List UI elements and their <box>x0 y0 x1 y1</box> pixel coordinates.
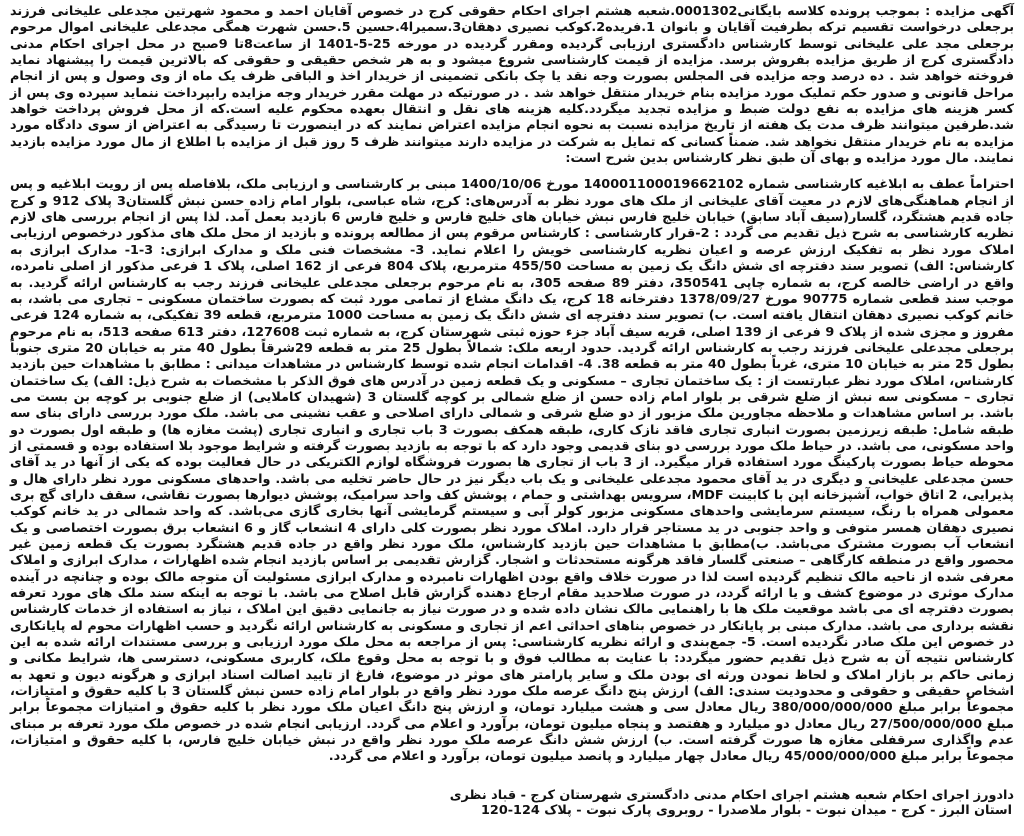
expert-report-paragraph: احتراماً عطف به ابلاغیه کارشناسی شماره 140001100019662102 مورخ 1400/10/06 مبنی بر کارشناسی و ارزیابی ملک، بلافاصله پس از رویت ابلاغیه و پس از انجام هماهنگی‌های لازم در معیت آقای علیخانی از ملک های مورد نظر به آدرس‌های: کرج، شاه عباسی، بلوار امام زاده حسن نبش گلستان3 پلاک 912 و کرج جاده قدیم هشتگرد، گلسار(سیف آباد سابق) خیابان خلیج فارس نبش خیابان های خلیج فارس و خلیج فارس 6 بازدید بعمل آمد. لذا پس از انجام بررسی های لازم نظریه کارشناسی به شرح ذیل تقدیم می گردد : 2-قرار کارشناسی : کارشناس مرقوم پس از مطالعه پرونده و بازدید از محل ملک های مذکور درخصوص ارزیابی املاک مورد نظر به تفکیک ارزش عرصه و اعیان نظریه کارشناسی خویش را اعلام نماید. 3- مشخصات فنی ملک و مدارک ابرازی: 3-1- مدارک ابرازی به کارشناس: الف) تصویر سند دفترچه ای شش دانگ یک زمین به مساحت 455/50 مترمربع، پلاک 804 فرعی از 162 اصلی، پلاک 1 فرعی مذکور از اصلی نامرده، واقع در اراضی خالصه کرج، به شماره چاپی 350541، دفتر 89 صفحه 305، به نام مرحوم برجعلی مجدعلی علیخانی فرزند رجب به کارشناس ارائه گردید. به موجب سند قطعی شماره 90775 مورخ 1378/09/27 دفترخانه 18 کرج، یک دانگ مشاع از تمامی مورد ثبت که بصورت ساختمان مسکونی – تجاری می باشد، به خانم کوکب نصیری دهقان انتقال یافته است. ب) تصویر سند دفترچه ای شش دانگ یک زمین به مساحت 1000 مترمربع، قطعه 39 تفکیکی، به شماره 124 فرعی مفروز و مجزی شده از پلاک 9 فرعی از 139 اصلی، قریه سیف آباد جزء حوزه ثبتی شهرستان کرج، به شماره ثبت 127608، دفتر 613 صفحه 513، به نام مرحوم برجعلی مجدعلی علیخانی فرزند رجب به کارشناس ارائه گردید. حدود اربعه ملک: شمالاً بطول 25 متر به قطعه 29شرقاً بطول 40 متر به خیابان 20 متری جنوباً بطول 25 متر به خیابان 10 متری، غرباً بطول 40 متر به قطعه 38. 4- اقدامات انجام شده توسط کارشناس در مشاهدات میدانی : مطابق با مشاهدات حین بازدید کارشناس، املاک مورد نظر عبارتست از : یک ساختمان تجاری – مسکونی و یک قطعه زمین در آدرس های فوق الذکر با مشخصات به شرح ذیل: الف) یک ساختمان تجاری – مسکونی سه نبش از ضلع شرقی بر بلوار امام زاده حسن از ضلع شمالی بر کوچه گلستان 3 (شهیدان کاملایی) از ضلع جنوبی بر کوچه بن بست می باشد. بر اساس مشاهدات و ملاحظه مجاورین ملک مزبور از دو ضلع شرقی و شمالی دارای اصلاحی و عقب نشینی می باشد. ملک مورد بررسی دارای بنای سه طبقه شامل: طبقه زیرزمین بصورت انباری تجاری فاقد نازک کاری، طبقه همکف بصورت 3 باب تجاری و انباری تجاری (پشت مغازه ها) و طبقه اول بصورت دو واحد مسکونی، می باشد. در حیاط ملک مورد بررسی دو بنای قدیمی وجود دارد که با توجه به بازدید بصورت گرفته و شرایط موجود بلا استفاده بوده و قسمتی از محوطه حیاط بصورت پارکینگ مورد استفاده قرار میگیرد. از 3 باب از تجاری ها بصورت فروشگاه لوازم الکتریکی در حال فعالیت بوده که یکی از آنها در ید آقای حسن مجدعلی علیخانی و دیگری در ید آقای محمود مجدعلی علیخانی و یک باب دیگر نیز در حال حاضر تخلیه می باشد. واحدهای مسکونی مورد نظر دارای هال و پذیرایی، 2 اتاق خواب، آشپزخانه اپن با کابینت MDF، سرویس بهداشتی و حمام ، پوشش کف واحد سرامیک، پوشش دیوارها بصورت نقاشی، سقف دارای گچ بری معمولی همراه با رنگ، سیستم سرمایشی واحدهای مسکونی مزبور کولر آبی و سیستم گرمایشی آنها بخاری گازی می‌باشد. که واحد شمالی در ید خانم کوکب نصیری دهقان همسر متوفی و واحد جنوبی در ید مستاجر قرار دارد. املاک مورد نظر بصورت کلی دارای 4 انشعاب گاز و 6 انشعاب برق بصورت اختصاصی و یک انشعاب آب بصورت مشترک می‌باشد. ب)مطابق با مشاهدات حین بازدید کارشناس، ملک مورد نظر واقع در جاده قدیم هشتگرد بصورت یک قطعه زمین غیر محصور واقع در منطقه کارگاهی – صنعتی گلسار فاقد هرگونه مستحدثات و اشجار. گزارش تقدیمی بر اساس بازدید انجام شده اظهارات ، مدارک ابرازی و املاک معرفی شده از ناحیه مالک تنظیم گردیده است لذا در صورت خلاف واقع بودن اظهارات نامبرده و مدارک ابرازی مسئولیت آن متوجه مالک بوده و چنانچه در آینده مدارک موثری در موضوع کشف و یا ارائه گردد، در صورت صلاحدید مقام ارجاع دهنده گزارش قابل اصلاح می باشد. با توجه به اینکه سند ملک های مورد تعرفه بصورت دفترچه ای می باشد موقعیت ملک ها با راهنمایی مالک نشان داده شده و در صورت نیاز به جانمایی دقیق این املاک ، نیاز به استفاده از خدمات کارشناس نقشه برداری می باشد. مدارک مبنی بر پایانکار در خصوص بناهای احداثی اعم از تجاری و مسکونی به کارشناس ارائه نگردید و حسب اظهارات محوم له پایانکاری در خصوص این ملک صادر نگردیده است. 5- جمع‌بندی و ارائه نظریه کارشناسی: پس از مراجعه به محل ملک مورد ارزیابی و بررسی مستندات ارائه شده به این کارشناس نتیجه آن به شرح ذیل تقدیم حضور میگردد: با عنایت به مطالب فوق و با توجه به محل وقوع ملک، کاربری مسکونی، دسترسی ها، شرایط مکانی و زمانی حاکم بر بازار املاک و لحاظ نمودن ورثه ای بودن ملک و سایر پارامتر های موثر در موضوع، فارغ از تایید اصالت اسناد ابرازی و هرگونه دیون و تعهد به اشخاص حقیقی و حقوقی و محدودیت سندی: الف) ارزش پنج دانگ عرصه ملک مورد نظر واقع در بلوار امام زاده حسن نبش گلستان 3 با کلیه حقوق و امتیازات، مجموعاً برابر مبلغ 380/000/000/000 ریال معادل سی و هشت میلیارد تومان، و ارزش پنج دانگ اعیان ملک مورد نظر با کلیه حقوق و امتیازات مجموعاً برابر مبلغ 27/500/000/000 ریال معادل دو میلیارد و هفتصد و پنجاه میلیون تومان، برآورد و اعلام می گردد. ارزیابی انجام شده در خصوص ملک مورد تعرفه بر مبنای عدم واگذاری سرقفلی مغازه ها صورت گرفته است. ب) ارزش شش دانگ عرصه ملک مورد نظر واقع در نبش خیابان خلیج فارس، با کلیه حقوق و امتیازات، مجموعاً برابر مبلغ 45/000/000/000 ریال معادل چهار میلیارد و پانصد میلیون تومان، برآورد و اعلام می گردد. <box>10 177 1015 765</box>
signature-line: دادورز اجرای احکام شعبه هشتم اجرای احکام مدنی دادگستری شهرستان کرج - قباد نظری <box>449 787 1014 803</box>
auction-notice <box>10 4 1014 832</box>
notice-intro-paragraph: آگهی مزایده : بموجب پرونده کلاسه بایگانی0001302.شعبه هشتم اجرای احکام حقوقی کرج در خصوص آقایان احمد و محمود شهرتین مجدعلی علیخانی فرزند برجعلی درخواست تقسیم ترکه بطرفیت آقایان و بانوان 1.فریده2.کوکب نصیری دهقان3.سمیرا4.حسین 5.حسن شهرت همگی مجدعلی علیخانی اموال مرحوم برجعلی مجد علی علیخانی توسط کارشناس دادگستری ارزیابی گردیده ومقرر گردیده در مورخه 25-5-1401 از ساعت8تا 9صبح در محل اجرای احکام مدنی دادگستری کرج از طریق مزایده بفروش برسد. مزایده از قیمت کارشناسی شروع میشود و به هر شخص حقیقی و حقوقی که بالاترین قیمت را پیشنهاد نماید فروخته خواهد شد . ده درصد وجه مزایده فی المجلس بصورت وجه نقد یا چک بانکی تضمینی از خریدار اخذ و الباقی ظرف یک ماه از وی وصول و پس از انجام مراحل قانونی و صدور حکم تملیک مورد مزایده بنام خریدار منتقل خواهد شد . در صورتیکه در مهلت مقرر خریدار وجه مزایده رابپرداخت ننماید سپرده وی پس از کسر هزینه های مزایده به نفع دولت ضبط و مزایده تجدید میگردد.کلیه هزینه های نقل و انتقال بعهده محکوم علیه است.که از محل فروش پرداخت خواهد شد.طرفین میتوانند ظرف مدت یک هفته از تاریخ مزایده نسبت به نحوه انجام مزایده اعتراض نمایند که در اینصورت تا رسیدگی به اعتراض از سوی دادگاه مورد مزایده به نام خریدار منتقل نخواهد شد. ضمناً کسانی که تمایل به شرکت در مزایده دارند میتوانند ظرف 5 روز قبل از مزایده با اطلاع از مال مورد مزایده بازدید نمایند. مال مورد مزایده و بهای آن طبق نظر کارشناس بدین شرح است: <box>10 4 1015 167</box>
address-line: استان البرز - کرج - میدان نبوت - بلوار ملاصدرا - روبروی پارک نبوت - پلاک 124-120 <box>481 803 1012 818</box>
